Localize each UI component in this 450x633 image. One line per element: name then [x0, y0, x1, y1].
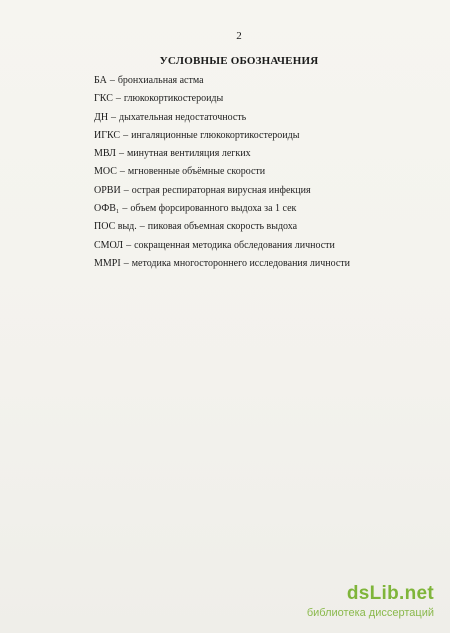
abbreviation-item	[94, 127, 424, 145]
watermark-logo[interactable]: dsLib.net	[346, 583, 434, 604]
abbreviation-dash: –	[115, 93, 121, 105]
abbreviation-definition: мгновенные объёмные скорости	[127, 166, 266, 178]
abbreviation-definition: объем форсированного выдоха за 1 сек	[130, 203, 297, 215]
abbreviation-definition: глюкокортикостероиды	[123, 93, 224, 105]
abbreviation-term: ОФВ₁	[94, 203, 120, 215]
abbreviation-definition: бронхиальная астма	[117, 75, 204, 86]
abbreviation-term: ГКС	[94, 93, 113, 105]
abbreviation-dash: –	[118, 148, 124, 160]
abbreviation-list	[94, 72, 424, 273]
abbreviation-term: ДН	[94, 111, 109, 123]
abbreviation-definition: методика многостороннего исследования личности	[131, 257, 351, 269]
abbreviation-term: МОС	[94, 166, 117, 178]
abbreviation-item	[94, 255, 424, 273]
abbreviation-item	[94, 163, 424, 181]
abbreviation-item	[94, 182, 424, 200]
abbreviation-definition: минутная вентиляция легких	[126, 148, 251, 160]
page-number: 2	[236, 30, 242, 42]
abbreviation-item	[94, 237, 424, 255]
abbreviation-term: МВЛ	[94, 148, 116, 160]
abbreviation-definition: дыхательная недостаточность	[119, 111, 247, 123]
section-heading: УСЛОВНЫЕ ОБОЗНАЧЕНИЯ	[159, 55, 319, 67]
abbreviation-dash: –	[111, 111, 117, 123]
abbreviation-dash: –	[123, 257, 129, 269]
abbreviation-item	[94, 200, 424, 218]
abbreviation-definition: пиковая объемная скорость выдоха	[147, 221, 298, 233]
abbreviation-dash: –	[139, 221, 145, 233]
watermark[interactable]	[248, 583, 438, 625]
abbreviation-definition: сокращенная методика обследования личности	[134, 239, 335, 251]
abbreviation-item	[94, 109, 424, 127]
abbreviation-item	[94, 145, 424, 163]
abbreviation-dash: –	[126, 239, 132, 251]
abbreviation-dash: –	[109, 75, 115, 86]
abbreviation-term: ОРВИ	[94, 184, 121, 196]
abbreviation-term: ИГКС	[94, 129, 121, 141]
abbreviation-term: СМОЛ	[94, 239, 124, 251]
abbreviation-term: ПОС выд.	[94, 221, 137, 233]
abbreviation-dash: –	[119, 166, 125, 178]
abbreviation-term: БА	[94, 75, 107, 86]
abbreviation-dash: –	[122, 203, 128, 215]
abbreviation-dash: –	[123, 129, 129, 141]
abbreviation-item	[94, 218, 424, 236]
abbreviation-item	[94, 72, 424, 90]
abbreviation-term: MMPI	[94, 257, 121, 269]
abbreviation-item	[94, 90, 424, 108]
abbreviation-definition: острая респираторная вирусная инфекция	[131, 184, 311, 196]
abbreviation-dash: –	[123, 184, 129, 196]
watermark-tagline: библиотека диссертаций	[306, 607, 434, 619]
abbreviation-definition: ингаляционные глюкокортикостероиды	[131, 129, 300, 141]
